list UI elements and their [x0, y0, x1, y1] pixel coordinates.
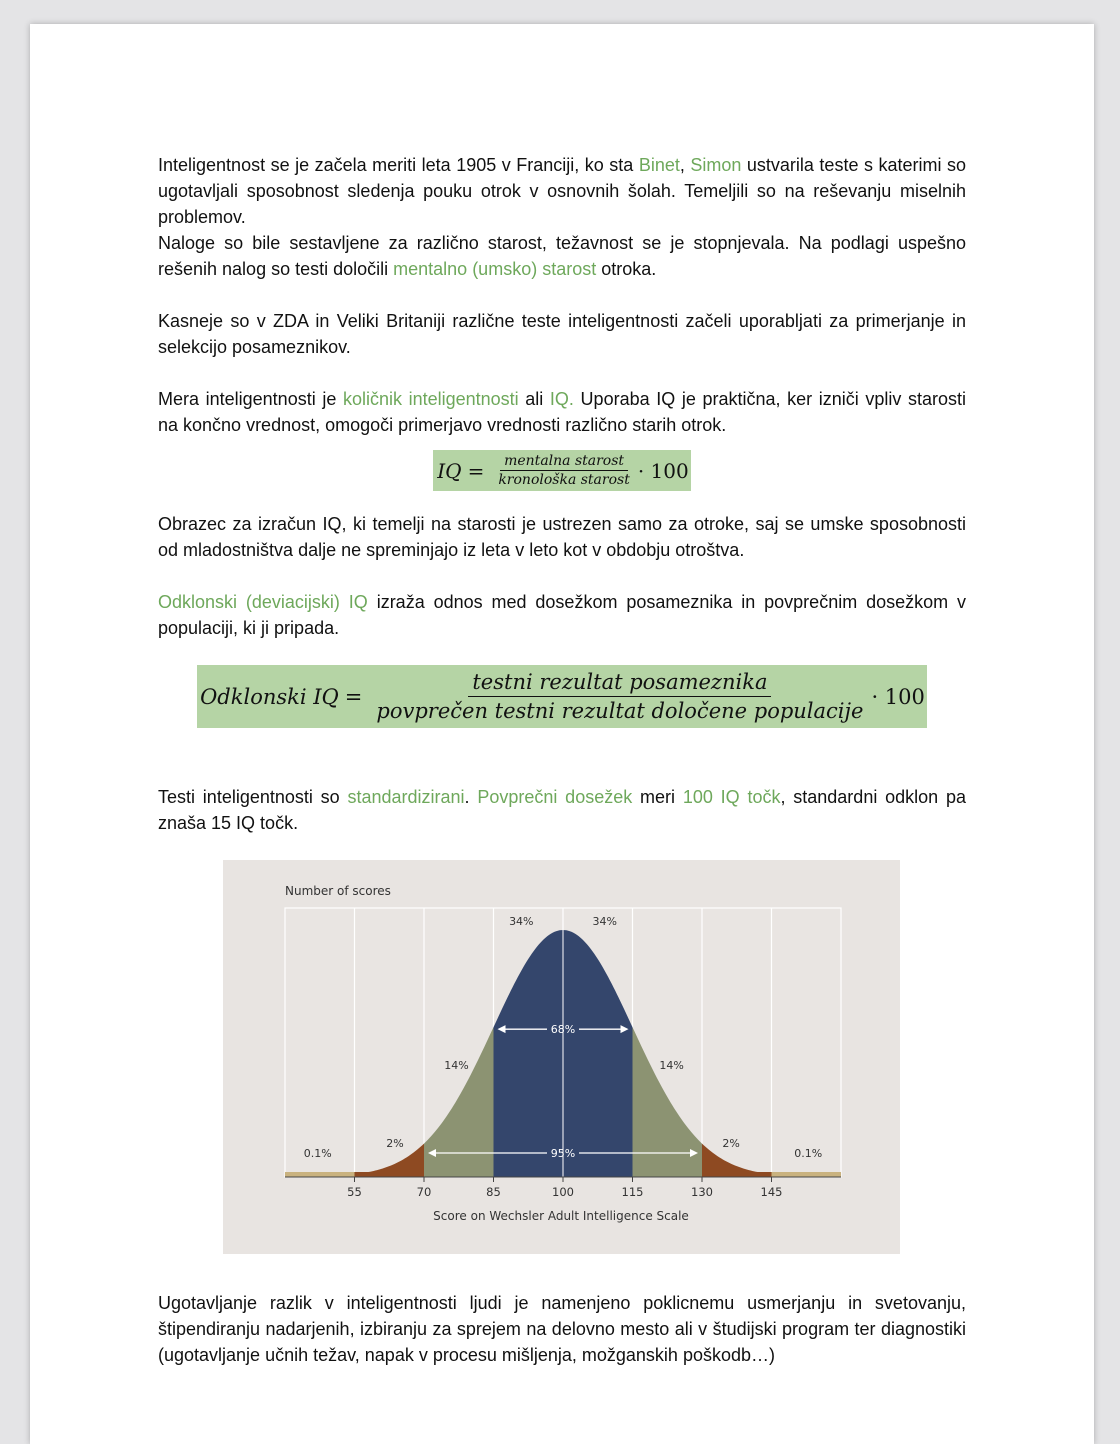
paragraph-usa-uk: Kasneje so v ZDA in Veliki Britaniji različne teste inteligentnosti začeli uporabljati za primerjanje in selekcijo posameznikov. — [158, 311, 966, 357]
region-label: 2% — [386, 1137, 404, 1150]
text: ustvarila teste s katerimi so ugotavljali sposobnost sledenja pouku otrok v osnovnih šolah. Temeljili so na reševanju miselnih problemov. — [158, 155, 966, 227]
iq-distribution-chart — [223, 860, 900, 1254]
highlight-average: Povprečni dosežek — [477, 787, 633, 807]
text: . — [464, 787, 478, 807]
highlight-standardized: standardizirani — [347, 787, 465, 807]
paragraph-standardized — [158, 784, 966, 836]
text: Naloge so bile sestavljene za različno starost, težavnost se je stopnjevala. Na podlagi uspešno rešenih nalog so testi določili — [158, 233, 966, 279]
document-content — [158, 152, 966, 1368]
highlight-iq: IQ. — [549, 389, 574, 409]
region-label: 14% — [444, 1059, 469, 1073]
curve-region-0 — [285, 1172, 355, 1177]
x-axis-title: Score on Wechsler Adult Intelligence Scale — [433, 1209, 689, 1223]
formula-fraction — [494, 452, 634, 489]
formula-factor: · 100 — [637, 458, 689, 483]
highlight-mental-age: mentalno (umsko) starost — [393, 259, 597, 279]
region-label: 34% — [509, 915, 534, 928]
text: , standardni odklon pa znaša 15 IQ točk. — [158, 787, 966, 833]
formula-numerator: mentalna starost — [500, 452, 628, 471]
span-label: 95% — [550, 1147, 576, 1160]
region-label: 34% — [592, 915, 617, 928]
x-tick-label: 55 — [347, 1185, 362, 1199]
text: Testi inteligentnosti so — [158, 787, 348, 807]
highlight-simon: Simon — [690, 155, 742, 175]
text: Inteligentnost se je začela meriti leta 1905 v Franciji, ko sta — [158, 155, 639, 175]
span-label: 68% — [550, 1023, 576, 1037]
paragraph-iq-measure — [158, 386, 966, 438]
formula-denominator: kronološka starost — [498, 472, 630, 488]
highlight-iq-quotient: količnik inteligentnosti — [342, 389, 519, 409]
formula-row-iq — [158, 438, 966, 511]
paragraph-history — [158, 152, 966, 230]
formula-lhs: IQ — [437, 458, 462, 483]
x-tick-label: 100 — [552, 1185, 574, 1199]
y-axis-title: Number of scores — [285, 884, 391, 898]
paragraph-age-iq-limit: Obrazec za izračun IQ, ki temelji na starosti je ustrezen samo za otroke, saj se umske sposobnosti od mladostništva dalje ne spreminjajo iz leta v leto kot v obdobju otroštva. — [158, 514, 966, 560]
highlight-binet: Binet — [638, 155, 680, 175]
formula-iq — [433, 450, 690, 491]
formula-factor: · 100 — [871, 684, 925, 709]
text: Uporaba IQ je praktična, ker izniči vpliv starosti na končno vrednost, omogoči primerjavo vrednosti različno starih otrok. — [158, 389, 966, 435]
iq-distribution-svg — [223, 860, 900, 1254]
region-label: 2% — [722, 1137, 740, 1150]
formula-fraction — [372, 668, 867, 725]
formula-numerator: testni rezultat posameznika — [468, 668, 771, 697]
formula-denominator: povprečen testni rezultat določene populacije — [376, 699, 864, 723]
highlight-100-iq-points: 100 IQ točk — [682, 787, 781, 807]
formula-lhs: Odklonski IQ — [200, 684, 339, 709]
formula-equals: = — [467, 458, 485, 483]
text: Mera inteligentnosti je — [158, 389, 343, 409]
x-tick-label: 145 — [760, 1185, 783, 1199]
text: ali — [518, 389, 550, 409]
region-label: 14% — [659, 1059, 684, 1073]
text: , — [679, 155, 691, 175]
paragraph-tasks — [158, 230, 966, 282]
formula-deviation-iq — [197, 665, 927, 728]
text: otroka. — [596, 259, 657, 279]
text: izraža odnos med dosežkom posameznika in povprečnim dosežkom v populaciji, ki ji pripada. — [158, 592, 966, 638]
highlight-deviation-iq: Odklonski (deviacijski) IQ — [158, 592, 368, 612]
formula-row-deviation-iq — [158, 641, 966, 784]
x-tick-label: 115 — [621, 1185, 644, 1199]
x-tick-label: 70 — [416, 1185, 432, 1199]
formula-equals: = — [344, 684, 363, 709]
region-label: 0.1% — [303, 1147, 332, 1160]
x-tick-label: 130 — [691, 1185, 713, 1199]
paragraph-purpose: Ugotavljanje razlik v inteligentnosti ljudi je namenjeno poklicnemu usmerjanju in svetovanju, štipendiranju nadarjenih, izbiranju za sprejem na delovno mesto ali v študijski program ter diagnostiki (ugotavljanje učnih težav, napak v procesu mišljenja, možganskih poškodb…) — [158, 1293, 966, 1365]
region-label: 0.1% — [794, 1147, 823, 1160]
curve-region-7 — [772, 1172, 842, 1177]
x-tick-label: 85 — [486, 1185, 501, 1199]
paragraph-deviation-iq — [158, 589, 966, 641]
text: meri — [632, 787, 683, 807]
document-page — [30, 24, 1094, 1444]
